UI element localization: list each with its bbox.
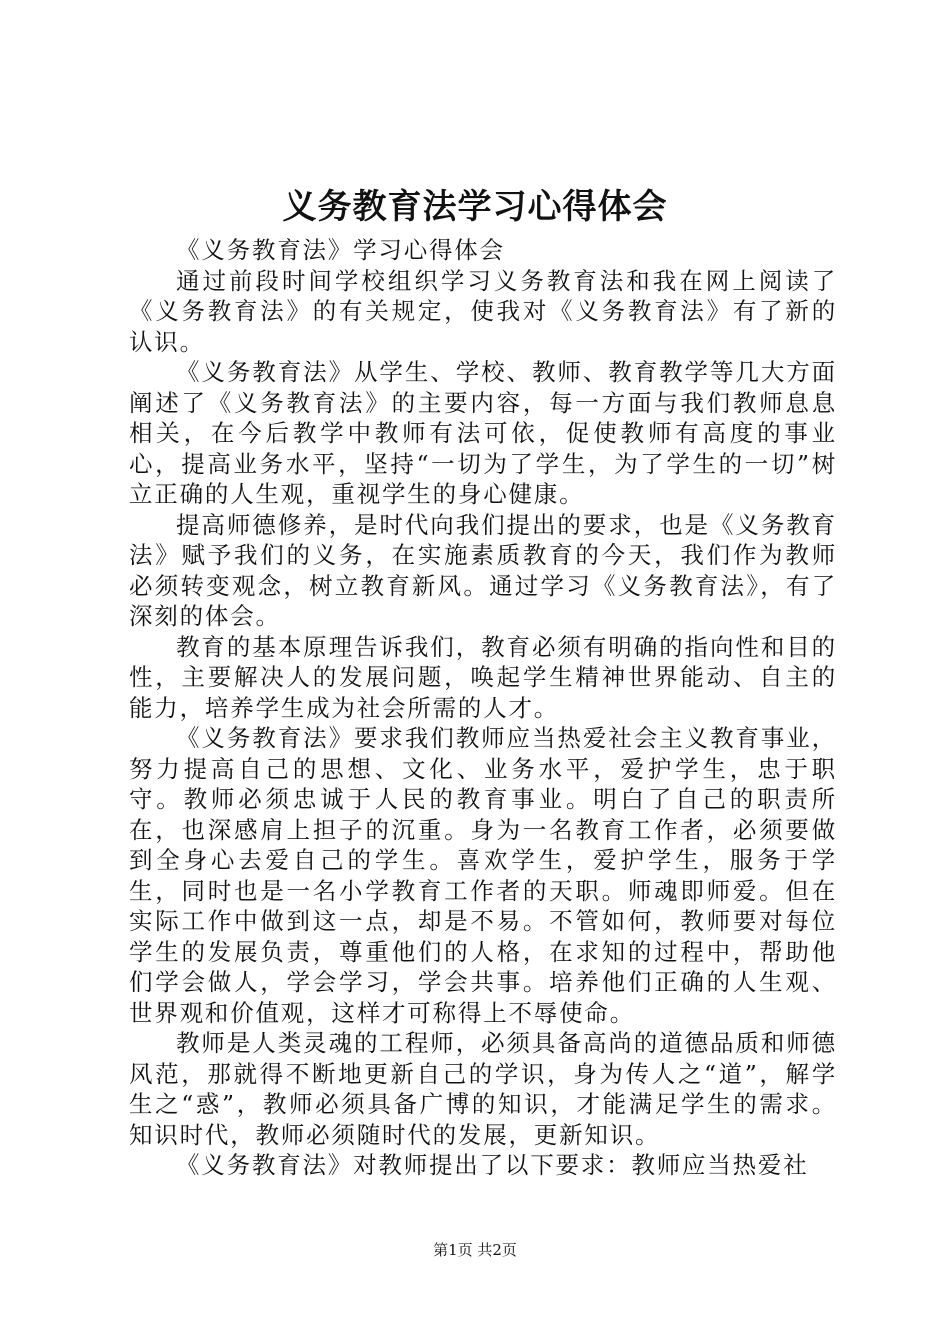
paragraph: 《义务教育法》对教师提出了以下要求：教师应当热爱社 [176,1151,809,1179]
document-body [129,235,837,1181]
document-subtitle: 《义务教育法》学习心得体会 [176,236,505,264]
paragraph: 《义务教育法》从学生、学校、教师、教育教学等几大方面阐述了《义务教育法》的主要内容，每一方面与我们教师息息相关，在今后教学中教师有法可依，促使教师有高度的事业心，提高业务水平，坚持“一切为了学生，为了学生的一切”树立正确的人生观，重视学生的身心健康。 [129,358,837,508]
document-title: 义务教育法学习心得体会 [282,187,668,227]
paragraph: 教育的基本原理告诉我们，教育必须有明确的指向性和目的性，主要解决人的发展问题，唤起学生精神世界能动、自主的能力，培养学生成为社会所需的人才。 [129,632,837,722]
paragraph: 《义务教育法》要求我们教师应当热爱社会主义教育事业，努力提高自己的思想、文化、业务水平，爱护学生，忠于职守。教师必须忠诚于人民的教育事业。明白了自己的职责所在，也深感肩上担子的沉重。身为一名教育工作者，必须要做到全身心去爱自己的学生。喜欢学生，爱护学生，服务于学生，同时也是一名小学教育工作者的天职。师魂即师爱。但在实际工作中做到这一点，却是不易。不管如何，教师要对每位学生的发展负责，尊重他们的人格，在求知的过程中，帮助他们学会做人，学会学习，学会共事。培养他们正确的人生观、世界观和价值观，这样才可称得上不辱使命。 [129,724,837,1027]
paragraph: 教师是人类灵魂的工程师，必须具备高尚的道德品质和师德风范，那就得不断地更新自己的学识，身为传人之“道”，解学生之“惑”，教师必须具备广博的知识，才能满足学生的需求。知识时代，教师必须随时代的发展，更新知识。 [129,1029,837,1149]
paragraph: 通过前段时间学校组织学习义务教育法和我在网上阅读了《义务教育法》的有关规定，使我对《义务教育法》有了新的认识。 [129,266,837,356]
paragraph: 提高师德修养，是时代向我们提出的要求，也是《义务教育法》赋予我们的义务，在实施素质教育的今天，我们作为教师必须转变观念，树立教育新风。通过学习《义务教育法》，有了深刻的体会。 [129,510,837,630]
page-number-footer: 第1页 共2页 [433,1241,517,1259]
